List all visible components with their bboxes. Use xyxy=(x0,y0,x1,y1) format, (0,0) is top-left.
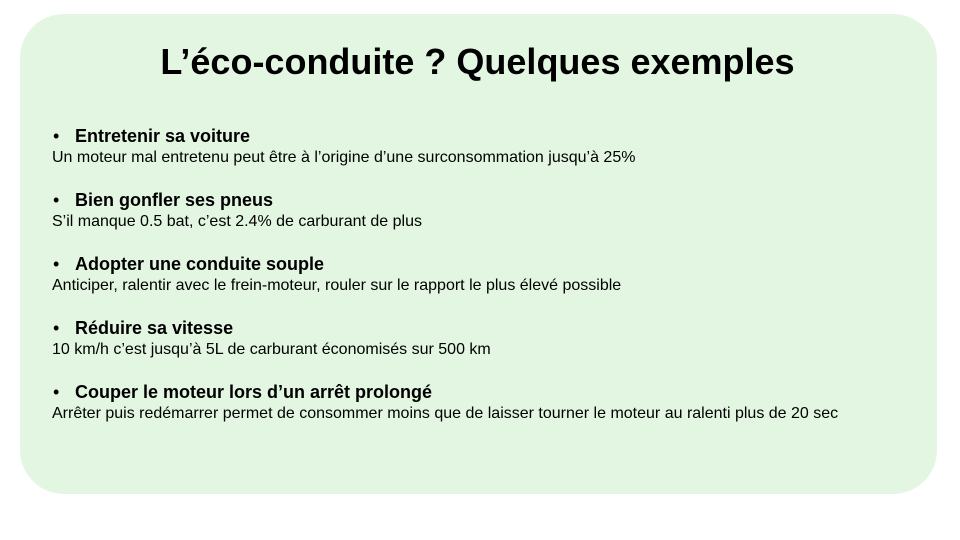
item-description: Arrêter puis redémarrer permet de consommer moins que de laisser tourner le moteur au ralenti plus de 20 sec xyxy=(52,405,839,422)
bullet-icon: • xyxy=(53,126,60,146)
item-description: S’il manque 0.5 bat, c’est 2.4% de carburant de plus xyxy=(52,213,422,230)
item-title: Réduire sa vitesse xyxy=(75,318,234,338)
item-heading xyxy=(52,188,922,212)
list-item xyxy=(52,380,922,424)
item-title: Bien gonfler ses pneus xyxy=(75,190,274,210)
list-item xyxy=(52,252,922,296)
list-item xyxy=(52,188,922,232)
bullet-icon: • xyxy=(53,190,60,210)
bullet-icon: • xyxy=(53,318,60,338)
item-description: Anticiper, ralentir avec le frein-moteur, rouler sur le rapport le plus élevé possible xyxy=(52,277,622,294)
item-heading xyxy=(52,380,922,404)
tips-list xyxy=(52,124,922,444)
item-heading xyxy=(52,316,922,340)
item-description: Un moteur mal entretenu peut être à l’origine d’une surconsommation jusqu’à 25% xyxy=(52,149,636,166)
item-title: Couper le moteur lors d’un arrêt prolongé xyxy=(75,382,433,402)
item-title: Entretenir sa voiture xyxy=(75,126,251,146)
item-heading xyxy=(52,124,922,148)
item-description: 10 km/h c’est jusqu’à 5L de carburant économisés sur 500 km xyxy=(52,341,491,358)
bullet-icon: • xyxy=(53,254,60,274)
item-heading xyxy=(52,252,922,276)
bullet-icon: • xyxy=(53,382,60,402)
list-item xyxy=(52,124,922,168)
item-title: Adopter une conduite souple xyxy=(75,254,325,274)
slide-title: L’éco-conduite ? Quelques exemples xyxy=(160,41,795,82)
list-item xyxy=(52,316,922,360)
